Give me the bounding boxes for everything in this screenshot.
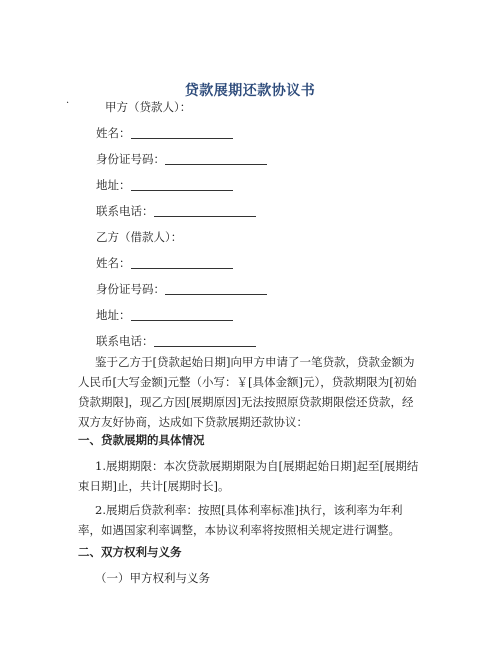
party-b-name-label: 姓名： [96,256,131,270]
party-a-name-blank[interactable] [131,126,233,139]
party-a-phone-blank[interactable] [154,204,256,217]
party-b-id-label: 身份证号码： [96,282,165,296]
intro-paragraph: 鉴于乙方于[贷款起始日期]向甲方申请了一笔贷款，贷款金额为人民币[大写金额]元整（小写：￥[具体金额]元），贷款期限为[初始贷款期限]，现乙方因[展期原因]无法按照原贷款期限偿还贷款，经双方友好协商，达成如下贷款展期还款协议： [78,355,417,429]
party-b-address-blank[interactable] [131,308,233,321]
party-b-phone-blank[interactable] [154,334,256,347]
party-b-address-label: 地址： [96,308,131,322]
party-a-name-label: 姓名： [96,126,131,140]
party-a-address-row [96,178,233,192]
party-a-id-blank[interactable] [165,152,267,165]
party-b-header: 乙方（借款人）： [96,230,183,244]
party-a-address-blank[interactable] [131,178,233,191]
party-a-header: 甲方（贷款人）： [105,100,192,114]
party-a-id-row [96,152,267,166]
party-b-name-blank[interactable] [131,256,233,269]
section1-item2: 2.展期后贷款利率：按照[具体利率标准]执行，该利率为年利率，如遇国家利率调整，本协议利率将按照相关规定进行调整。 [78,503,403,537]
party-b-name-row [96,256,233,270]
party-b-address-row [96,308,233,322]
section1-heading: 一、贷款展期的具体情况 [78,433,205,447]
party-b-id-row [96,282,267,296]
bullet-mark: · [66,98,70,109]
party-b-phone-row [96,334,256,348]
section2-heading: 二、双方权利与义务 [78,545,182,559]
party-a-phone-label: 联系电话： [96,204,154,218]
section2-sub1: （一）甲方权利与义务 [95,571,210,585]
party-a-address-label: 地址： [96,178,131,192]
section1-item1: 1.展期期限：本次贷款展期期限为自[展期起始日期]起至[展期结束日期]止，共计[展期时长]。 [78,459,419,493]
party-b-phone-label: 联系电话： [96,334,154,348]
document-title: 贷款展期还款协议书 [184,83,316,99]
party-a-id-label: 身份证号码： [96,152,165,166]
party-a-name-row [96,126,233,140]
party-a-phone-row [96,204,256,218]
party-b-id-blank[interactable] [165,282,267,295]
